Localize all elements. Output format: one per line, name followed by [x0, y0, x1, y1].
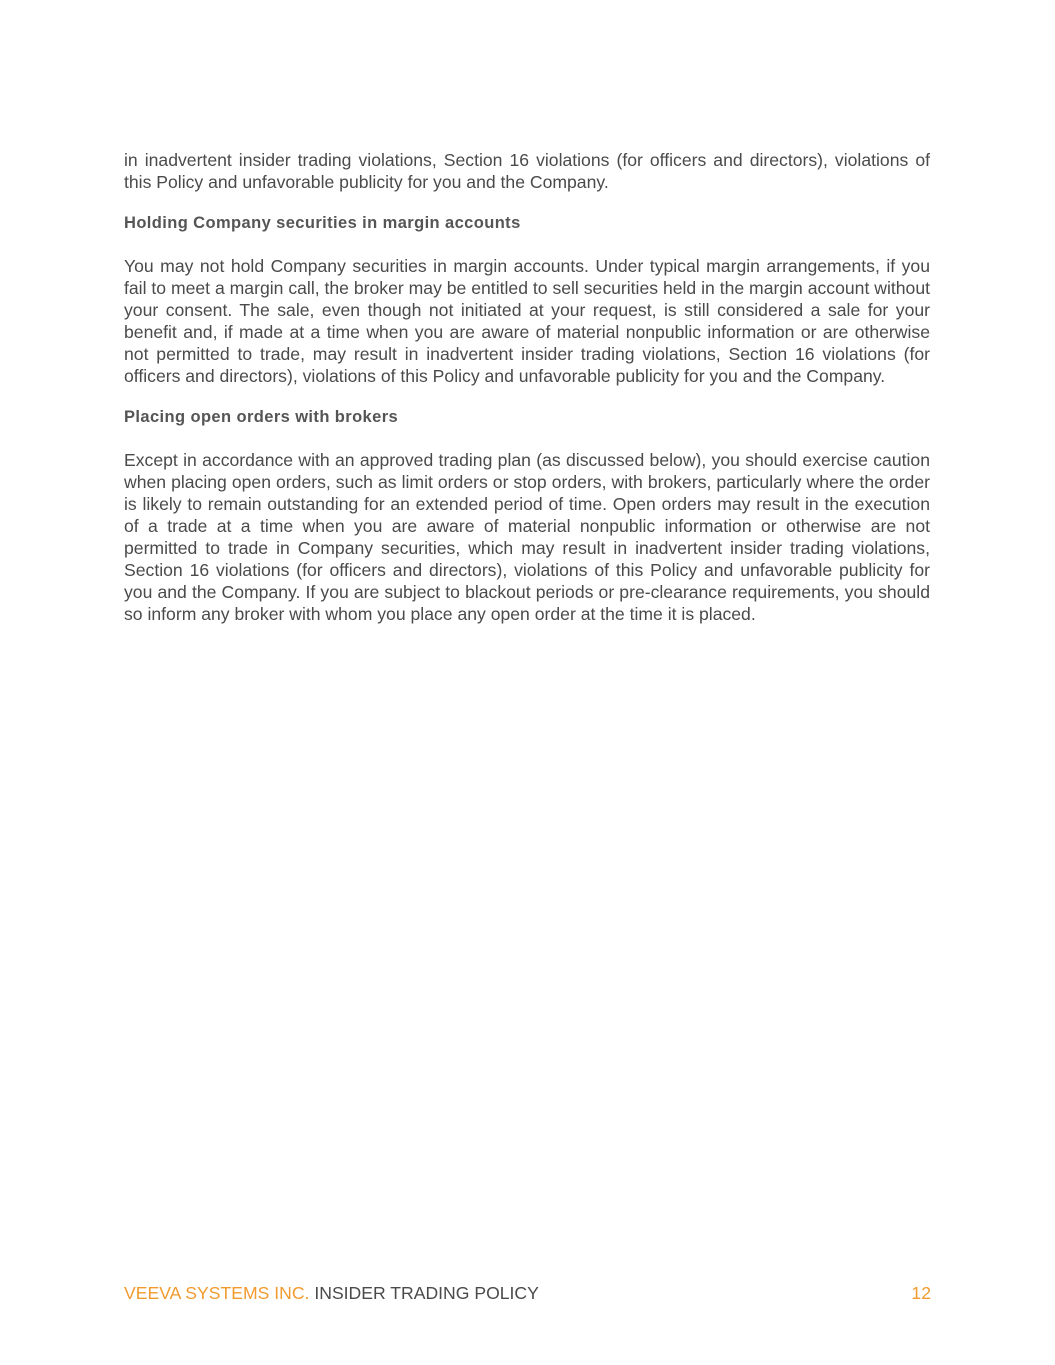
page-number: 12 [911, 1283, 931, 1303]
footer-document-title: INSIDER TRADING POLICY [314, 1283, 539, 1303]
section-heading-margin-accounts: Holding Company securities in margin accounts [124, 214, 521, 232]
section-paragraph-margin-accounts: You may not hold Company securities in margin accounts. Under typical margin arrangements, if you fail to meet a margin call, the broker may be entitled to sell securities held in the margin account without your consent. The sale, even though not initiated at your request, is still considered a sale for your benefit and, if made at a time when you are aware of material nonpublic information or are otherwise not permitted to trade, may result in inadvertent insider trading violations, Section 16 violations (for officers and directors), violations of this Policy and unfavorable publicity for you and the Company. [124, 256, 930, 386]
section-paragraph-open-orders: Except in accordance with an approved trading plan (as discussed below), you should exercise caution when placing open orders, such as limit orders or stop orders, with brokers, particularly where the order is likely to remain outstanding for an extended period of time. Open orders may result in the execution of a trade at a time when you are aware of material nonpublic information or otherwise are not permitted to trade in Company securities, which may result in inadvertent insider trading violations, Section 16 violations (for officers and directors), violations of this Policy and unfavorable publicity for you and the Company. If you are subject to blackout periods or pre-clearance requirements, you should so inform any broker with whom you place any open order at the time it is placed. [124, 450, 930, 624]
footer-company: VEEVA SYSTEMS INC. [124, 1283, 310, 1303]
section-heading-open-orders: Placing open orders with brokers [124, 408, 399, 426]
page-body [124, 149, 930, 625]
page-footer [124, 1282, 931, 1304]
intro-paragraph: in inadvertent insider trading violations, Section 16 violations (for officers and directors), violations of this Policy and unfavorable publicity for you and the Company. [124, 150, 930, 192]
